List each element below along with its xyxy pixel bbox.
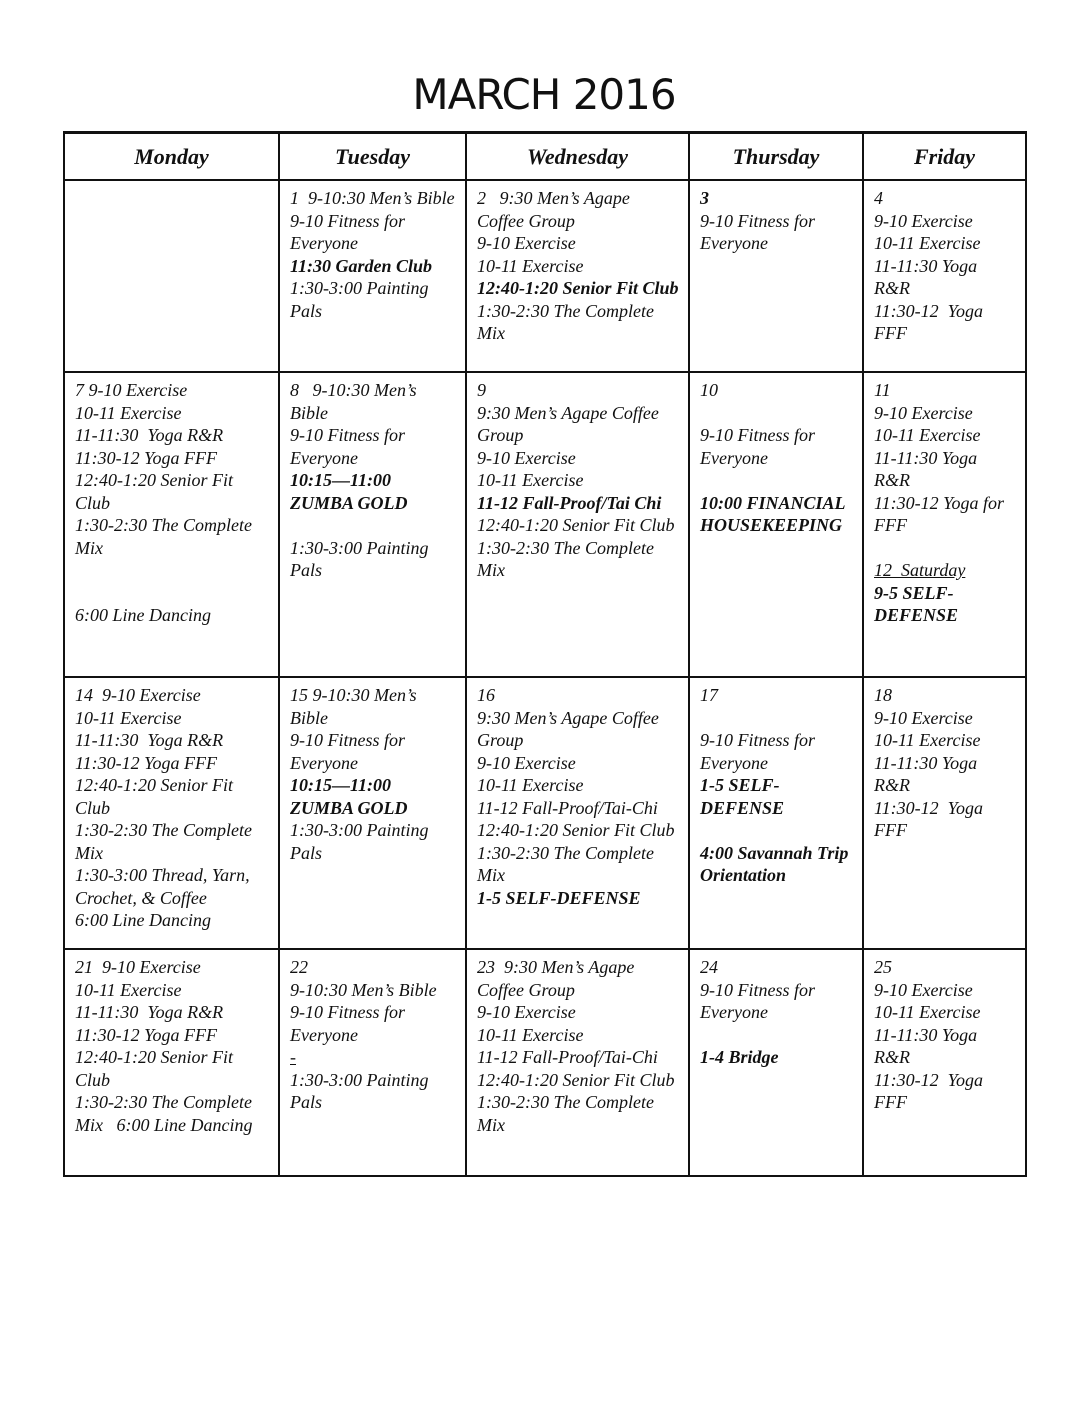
event-line: 1-5 SELF-DEFENSE: [477, 887, 641, 908]
event-line: 12:40-1:20 Senior Fit Club: [477, 820, 675, 840]
event-line: 11-11:30 Yoga R&R: [874, 752, 982, 795]
day-cell: [279, 372, 466, 677]
event-line: 11:30 Garden Club: [290, 255, 433, 276]
day-entry-first: 4: [874, 188, 883, 208]
day-cell: [863, 180, 1026, 372]
event-line: 1:30-3:00 Painting Pals: [290, 820, 433, 863]
event-line: 11:30-12 Yoga FFF: [75, 752, 217, 773]
event-line: [700, 1024, 854, 1047]
day-entry-first: 25: [874, 957, 892, 977]
day-cell: [279, 180, 466, 372]
event-line: 9-10 Fitness for Everyone: [700, 730, 820, 773]
week-row-2: [64, 372, 1026, 677]
event-line: 12:40-1:20 Senior Fit Club: [477, 278, 679, 298]
day-cell: [689, 677, 863, 949]
event-line: 1:30-3:00 Painting Pals: [290, 278, 433, 321]
event-line: 9-10 Fitness for Everyone: [700, 210, 820, 253]
week-row-4: [64, 949, 1026, 1176]
event-line: 11:30-12 Yoga FFF: [874, 797, 988, 840]
day-cell: [689, 949, 863, 1176]
event-line: 6:00 Line Dancing: [75, 605, 211, 625]
event-line: 11-12 Fall-Proof/Tai Chi: [477, 492, 662, 513]
day-cell: [689, 372, 863, 677]
event-line: 11:30-12 Yoga FFF: [75, 1024, 217, 1045]
event-line: 1:30-3:00 Thread, Yarn, Crochet, & Coffee: [75, 865, 255, 908]
weekday-header-wednesday: Wednesday: [466, 133, 689, 181]
event-line: 12 Saturday: [874, 560, 966, 580]
day-cell: [466, 677, 689, 949]
event-line: 10-11 Exercise: [874, 1002, 981, 1022]
event-line: 9-10 Fitness for Everyone: [290, 1002, 410, 1045]
event-line: 11-12 Fall-Proof/Tai-Chi: [477, 1047, 658, 1067]
event-line: 10-11 Exercise: [75, 707, 182, 728]
event-line: 11-11:30 Yoga R&R: [75, 730, 224, 750]
week-row-1: [64, 180, 1026, 372]
event-line: 10-11 Exercise: [874, 233, 981, 253]
event-line: 12:40-1:20 Senior Fit Club: [75, 1047, 238, 1090]
event-line: 11-11:30 Yoga R&R: [874, 447, 982, 490]
calendar-table: [63, 131, 1027, 1177]
event-line: 10-11 Exercise: [75, 979, 182, 1000]
event-line: [75, 582, 270, 605]
day-cell: [689, 180, 863, 372]
day-entry-first: 18: [874, 685, 892, 705]
event-line: [700, 707, 854, 730]
event-line: 10-11 Exercise: [874, 425, 981, 445]
day-entry-first: 8 9-10:30 Men’s Bible: [290, 380, 422, 423]
weekday-header-row: [64, 133, 1026, 181]
event-line: 1:30-2:30 The Complete Mix: [75, 515, 257, 558]
event-line: 10:15—11:00 ZUMBA GOLD: [290, 775, 408, 818]
event-line: 10-11 Exercise: [477, 470, 584, 490]
event-line: 9-10 Exercise: [874, 707, 973, 728]
event-line: 9-10 Fitness for Everyone: [290, 730, 410, 773]
event-line: 10-11 Exercise: [477, 1024, 584, 1045]
event-line: 10-11 Exercise: [477, 775, 584, 795]
day-entry-first: 2 9:30 Men’s Agape Coffee Group: [477, 188, 635, 231]
day-cell: [863, 677, 1026, 949]
event-line: 1:30-2:30 The Complete Mix: [75, 820, 257, 863]
event-line: 9:30 Men’s Agape Coffee Group: [477, 707, 664, 750]
event-line: 9-10 Fitness for Everyone: [700, 425, 820, 468]
event-line: [290, 514, 457, 537]
day-entry-first: 1 9-10:30 Men’s Bible: [290, 188, 455, 208]
event-line: 9-5 SELF-DEFENSE: [874, 582, 959, 625]
day-cell: [863, 949, 1026, 1176]
event-line: 11-11:30 Yoga R&R: [874, 255, 982, 298]
event-line: 11:30-12 Yoga FFF: [874, 300, 988, 343]
weekday-header-thursday: Thursday: [689, 133, 863, 181]
event-line: 9-10 Fitness for Everyone: [290, 425, 410, 468]
day-cell: [64, 180, 279, 372]
event-line: 10:00 FINANCIAL HOUSEKEEPING: [700, 492, 850, 535]
day-cell: [279, 677, 466, 949]
event-line: 11:30-12 Yoga FFF: [75, 447, 217, 468]
event-line: 1:30-2:30 The Complete Mix: [477, 1092, 659, 1135]
event-line: 10:15—11:00 ZUMBA GOLD: [290, 470, 408, 513]
event-line: [75, 559, 270, 582]
day-cell: [466, 372, 689, 677]
day-entry-first: 14 9-10 Exercise: [75, 685, 201, 705]
day-entry-first: 24: [700, 957, 718, 977]
event-line: 9-10 Exercise: [874, 979, 973, 1000]
day-entry-first: 10: [700, 380, 718, 400]
event-line: 11:30-12 Yoga for FFF: [874, 492, 1009, 535]
event-line: 9-10:30 Men’s Bible: [290, 979, 437, 1000]
event-line: 10-11 Exercise: [874, 730, 981, 750]
day-entry-first: 21 9-10 Exercise: [75, 957, 201, 977]
event-line: 1:30-2:30 The Complete Mix: [477, 842, 659, 885]
day-entry-first: 11: [874, 380, 891, 400]
event-line: 4:00 Savannah Trip Orientation: [700, 842, 853, 885]
page-title: MARCH 2016: [412, 70, 676, 119]
day-entry-first: 23 9:30 Men’s Agape Coffee Group: [477, 957, 639, 1000]
day-entry-first: 7 9-10 Exercise: [75, 380, 188, 400]
event-line: 1:30-3:00 Painting Pals: [290, 537, 433, 580]
day-entry-first: 22: [290, 957, 308, 977]
event-line: 9-10 Exercise: [477, 233, 576, 253]
event-line: 12:40-1:20 Senior Fit Club: [75, 775, 238, 818]
event-line: 12:40-1:20 Senior Fit Club: [75, 470, 238, 513]
event-line: 9-10 Exercise: [874, 402, 973, 423]
event-line: 12:40-1:20 Senior Fit Club: [477, 515, 675, 535]
day-cell: [64, 677, 279, 949]
day-cell: [466, 180, 689, 372]
weekday-header-tuesday: Tuesday: [279, 133, 466, 181]
event-line: 11:30-12 Yoga FFF: [874, 1069, 988, 1112]
event-line: 9-10 Exercise: [477, 1002, 576, 1022]
weekday-header-monday: Monday: [64, 133, 279, 181]
event-line: 11-11:30 Yoga R&R: [75, 425, 224, 445]
day-cell: [279, 949, 466, 1176]
event-line: 1-5 SELF-DEFENSE: [700, 775, 785, 818]
event-line: 9-10 Fitness for Everyone: [290, 210, 410, 253]
day-cell: [863, 372, 1026, 677]
day-cell: [466, 949, 689, 1176]
event-line: [874, 537, 1017, 560]
event-line: 1:30-2:30 The Complete Mix: [477, 300, 659, 343]
event-line: 11-11:30 Yoga R&R: [75, 1002, 224, 1022]
event-line: 6:00 Line Dancing: [75, 910, 211, 930]
day-entry-first: 16: [477, 685, 495, 705]
event-line: 11-11:30 Yoga R&R: [874, 1024, 982, 1067]
event-line: 1:30-2:30 The Complete Mix: [477, 537, 659, 580]
event-line: 10-11 Exercise: [75, 402, 182, 423]
event-line: 10-11 Exercise: [477, 255, 584, 276]
day-entry-first: 17: [700, 685, 718, 705]
day-cell: [64, 372, 279, 677]
event-line: 1:30-3:00 Painting Pals: [290, 1069, 433, 1112]
event-line: 9-10 Exercise: [874, 210, 973, 231]
week-row-3: [64, 677, 1026, 949]
event-line: [700, 469, 854, 492]
event-line: 11-12 Fall-Proof/Tai-Chi: [477, 797, 658, 818]
event-line: [700, 819, 854, 842]
day-cell: [64, 949, 279, 1176]
event-line: 1:30-2:30 The Complete Mix 6:00 Line Dancing: [75, 1092, 257, 1135]
event-line: 9-10 Exercise: [477, 752, 576, 773]
event-line: -: [290, 1047, 296, 1067]
event-line: 9-10 Fitness for Everyone: [700, 979, 820, 1022]
weekday-header-friday: Friday: [863, 133, 1026, 181]
day-entry-first: 15 9-10:30 Men’s Bible: [290, 685, 422, 728]
event-line: 1-4 Bridge: [700, 1047, 779, 1067]
event-line: 9:30 Men’s Agape Coffee Group: [477, 402, 664, 445]
event-line: 12:40-1:20 Senior Fit Club: [477, 1069, 675, 1090]
event-line: 9-10 Exercise: [477, 447, 576, 468]
day-entry-first: 3: [700, 188, 709, 208]
event-line: [700, 402, 854, 425]
day-entry-first: 9: [477, 380, 486, 400]
